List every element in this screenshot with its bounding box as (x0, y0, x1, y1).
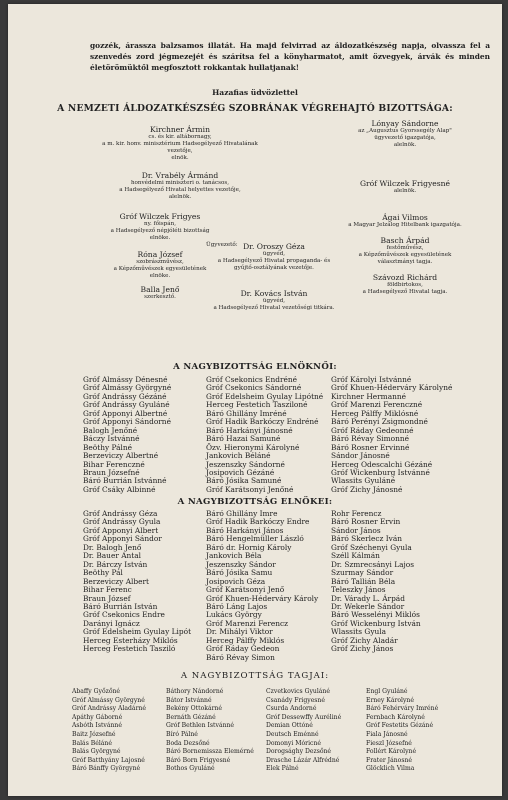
person-role: ny. főispán, a Hadsegélyező népjóléti bizottság elnöke. (110, 220, 210, 241)
list-item: Gróf Ráday Gedeon (206, 644, 280, 654)
list-item: Báró Ghillány Imre (206, 509, 278, 518)
list-item: Teleszky János (331, 585, 386, 595)
list-item: Beöthy Pálné (83, 442, 133, 452)
list-item: Herceg Festetich Tasziloné (206, 400, 308, 410)
list-item: Gróf Edelsheim Gyulay Lipótné (206, 391, 324, 401)
list-item: Báczy Istvánné (83, 434, 140, 444)
list-item: Herceg Festetich Tasziló (83, 644, 176, 654)
list-item: Gróf Marenzi Ferencz (206, 618, 289, 628)
list-item: Dr. Várady L. Árpád (331, 593, 405, 603)
list-item: Josipovich Gézáné (206, 467, 275, 477)
person-title: elnök. (171, 154, 189, 161)
list-item: Herceg Odescalchi Gézáné (331, 459, 433, 469)
list-item: Báró Jósika Samu (206, 568, 273, 578)
person-name: Basch Árpád (380, 236, 430, 245)
names-column (72, 688, 146, 774)
list-item: Dr. Balogh Jenő (83, 542, 142, 552)
list-item: Bothos Gyuláné (166, 765, 215, 773)
person-role: festőművész, a Képzőművészek egyesületének választmányi tagja. (358, 244, 452, 265)
list-item: Báró Révay Simon (206, 652, 275, 662)
document-page (8, 4, 502, 796)
person-wilczek-frigyes (90, 213, 230, 242)
list-item: Kirchner Hermanné (331, 391, 406, 401)
list-item: Báró Jósika Samuné (206, 476, 282, 486)
list-item: Gróf Andrássy Gyuláné (83, 400, 170, 410)
person-name: Gróf Wilczek Frigyes (119, 212, 201, 221)
list-item: Balás Béláné (72, 739, 112, 747)
person-agai (330, 214, 480, 229)
list-item: Gróf Edelsheim Gyulay Lipót (83, 627, 192, 637)
list-item: Gróf Karátsonyi Jenőné (206, 484, 294, 494)
list-item: Gróf Csáky Albinné (83, 484, 156, 494)
names-column (83, 376, 171, 494)
list-item: Báró Hengelmüller László (206, 534, 304, 544)
person-vrabely (100, 172, 260, 201)
names-column (206, 510, 318, 662)
list-item: Follért Károlyné (366, 748, 417, 756)
list-item: Glöcklich Vilma (366, 765, 415, 773)
list-item: Beöthy Pál (83, 568, 123, 578)
list-item: Lukács György (206, 610, 262, 620)
list-item: Fiala Jánosné (366, 730, 408, 738)
list-item: Gróf Marenzi Ferenczné (331, 400, 423, 410)
list-item: Gróf Apponyi Albert (83, 525, 159, 535)
person-role: cs. és kir. altábornagy, a m. kir. honv. minisztérium Hadsegélyező Hivatalának vezetője, (102, 133, 258, 154)
list-item: Gróf Bethlen Istvánné (166, 722, 235, 730)
person-title: alelnök. (393, 187, 417, 194)
names-column (166, 688, 254, 774)
list-item: Csanády Frigyesné (266, 696, 325, 704)
person-name: Dr. Vrabély Ármánd (141, 171, 219, 180)
list-item: Báró Skerlecz Iván (331, 534, 402, 544)
list-item: Sándor János (331, 525, 381, 535)
list-item: Gróf Csekonics Endréné (206, 375, 298, 384)
list-item: Széll Kálmán (331, 551, 380, 561)
person-kovacs (196, 290, 352, 312)
list-item: Dr. Szmrecsányi Lajos (331, 559, 415, 569)
list-item: Gróf Andrássy Aladárné (72, 705, 147, 713)
person-name: Balla Jenő (140, 285, 180, 294)
list-item: Gróf Almássy Györgyné (83, 383, 172, 393)
list-item: Gróf Apponyi Sándor (83, 534, 162, 544)
list-item: Wlassits Gyula (331, 627, 387, 637)
list-item: Gróf Zichy János (331, 644, 394, 654)
list-item: Asbóth Istvánné (72, 722, 122, 730)
list-item: Darányi Ignácz (83, 618, 140, 628)
list-item: Báró Tallián Béla (331, 576, 396, 586)
list-item: Báró Bánffy Györgyné (72, 765, 141, 773)
names-column (266, 688, 341, 774)
person-name: Szávozd Richárd (372, 273, 438, 282)
list-item: Báró Perényi Zsigmondné (331, 417, 428, 427)
list-item: Báró Láng Lajos (206, 601, 268, 611)
list-item: Báró Harkányi Jánosné (206, 425, 293, 435)
list-item: Wlassits Gyuláné (331, 476, 396, 486)
list-item: Báró Bornemissza Elemérné (166, 748, 254, 756)
list-item: Jeszenszky Sándorné (206, 459, 285, 469)
person-role: az „Augusztus Gyorssegély Alap" ügyvezető igazgatója, (358, 127, 452, 141)
list-item: Dr. Wekerle Sándor (331, 601, 405, 611)
list-item: Báró Harkányi János (206, 525, 284, 535)
list-item: Báró Fehérváry Imréné (366, 705, 439, 713)
list-item: Berzeviczy Albert (83, 576, 150, 586)
list-item: Báró Burrián István (83, 601, 158, 611)
names-column (366, 688, 438, 774)
list-item: Gróf Andrássy Géza (83, 509, 158, 518)
list-item: Gróf Dessewffy Auréliné (266, 713, 342, 721)
list-item: Dr. Bárczy István (83, 559, 148, 569)
section-title-elnoknoi: A NAGYBIZOTTSÁG ELNÖKNŐI: (173, 362, 337, 372)
person-lonyay (330, 120, 480, 149)
person-name: Gróf Wilczek Frigyesné (359, 179, 451, 188)
list-item: Gróf Zichy Jánosné (331, 484, 403, 494)
person-name: Dr. Oroszy Géza (243, 242, 305, 251)
person-oroszy (196, 242, 352, 272)
person-szavozd (330, 274, 480, 296)
list-item: Fernbach Károlyné (366, 713, 425, 721)
person-name: Kirchner Ármin (150, 125, 210, 134)
list-item: Bíró Pálné (166, 730, 198, 738)
list-item: Gróf Andrássy Gyula (83, 517, 161, 527)
list-item: Gróf Batthyány Lajosné (72, 756, 145, 764)
list-item: Boda Dezsőné (166, 739, 210, 747)
person-title: alelnök. (168, 193, 192, 200)
list-item: Özv. Hieronymi Károlyné (206, 442, 300, 452)
list-item: Báró Born Frigyesné (166, 756, 231, 764)
list-item: Gróf Almássy Györgyné (72, 696, 145, 704)
committee-title: A NEMZETI ÁLDOZATKÉSZSÉG SZOBRÁNAK VÉGREHAJTÓ BIZOTTSÁGA: (57, 103, 453, 114)
list-item: Dorogsághy Dezsőné (266, 748, 332, 756)
list-item: Herceg Pálffy Miklósné (331, 408, 419, 418)
list-item: Rohr Ferencz (331, 509, 382, 518)
list-item: Drasche Lázár Alfrédné (266, 756, 340, 764)
list-item: Gróf Festetits Gézáné (366, 722, 434, 730)
list-item: Báró Wesselényi Miklós (331, 610, 420, 620)
list-item: Jankovich Béla (206, 551, 262, 561)
list-item: Bihar Ferenczné (83, 459, 145, 469)
list-item: Gróf Wickenburg István (331, 618, 421, 628)
list-item: Gróf Csekonics Sándorné (206, 383, 302, 393)
list-item: Gróf Károlyi Istvánné (331, 375, 412, 384)
names-column (206, 376, 323, 494)
list-item: Báró Rosner Ervinné (331, 442, 410, 452)
list-item: Gróf Apponyi Sándorné (83, 417, 171, 427)
names-column (331, 376, 452, 494)
section-title-tagjai: A NAGYBIZOTTSÁG TAGJAI: (180, 671, 330, 681)
list-item: Báró dr. Hornig Károly (206, 542, 292, 552)
greeting: Hazafias üdvözlettel (212, 88, 298, 97)
person-role: szerkesztő. (144, 293, 176, 300)
person-basch (330, 237, 480, 266)
list-item: Fieszl Józsefné (366, 739, 412, 747)
list-item: Gróf Khuen-Héderváry Károly (206, 593, 319, 603)
list-item: Gróf Zichy Aladár (331, 635, 398, 645)
person-label: Ügyvezető: (206, 242, 238, 248)
list-item: Báró Burrián Istvánné (83, 476, 167, 486)
list-item: Bekény Ottokárné (166, 705, 223, 713)
list-item: Sándor Jánosné (331, 451, 390, 461)
person-role: ügyvéd, a Hadsegélyező Hivatal propaganda- és gyűjtő-osztályának vezetője. (217, 250, 331, 271)
list-item: Herceg Pálffy Miklós (206, 635, 285, 645)
list-item: Báró Révay Simonné (331, 434, 409, 444)
list-item: Braun Józsefné (83, 467, 140, 477)
list-item: Gróf Ráday Gedeonné (331, 425, 414, 435)
person-kirchner (100, 126, 260, 162)
list-item: Gróf Wickenburg Istvánné (331, 467, 430, 477)
list-item: Abaffy Győzőné (72, 688, 121, 695)
list-item: Gróf Hadik Barkóczy Endréné (206, 417, 319, 427)
person-role: ügyvéd, a Hadsegélyező Hivatal vezetőségi titkára. (213, 297, 335, 311)
list-item: Demian Ottóné (266, 722, 313, 730)
person-role: földbirtokos, a Hadsegélyező Hivatal tagja. (362, 281, 448, 295)
list-item: Bernáth Gézáné (166, 713, 216, 721)
list-item: Braun József (83, 593, 131, 603)
list-item: Báró Hazai Samuné (206, 434, 281, 444)
person-name: Lónyay Sándorne (371, 119, 439, 128)
section-title-elnokei: A NAGYBIZOTTSÁG ELNÖKEI: (177, 497, 333, 507)
list-item: Gróf Csekonics Endre (83, 610, 165, 620)
person-wilczek-frigyesne (330, 180, 480, 195)
list-item: Erney Károlyné (366, 696, 414, 704)
list-item: Dr. Bauer Antal (83, 551, 142, 561)
list-item: Elek Pálné (266, 765, 299, 773)
list-item: Báthory Nándorné (166, 688, 224, 695)
person-role: a Magyar Jelzálog Hitelbank igazgatója. (348, 221, 462, 228)
list-item: Czvetkovics Gyuláné (266, 688, 330, 695)
list-item: Gróf Hadik Barkóczy Endre (206, 517, 310, 527)
list-item: Gróf Almássy Dénesné (83, 375, 168, 384)
list-item: Gróf Széchenyi Gyula (331, 542, 412, 552)
list-item: Bihar Ferenc (83, 585, 132, 595)
list-item: Gróf Khuen-Héderváry Károlyné (331, 383, 453, 393)
list-item: Jeszenszky Sándor (206, 559, 276, 569)
person-name: Róna József (137, 250, 183, 259)
list-item: Jankovich Béláné (206, 451, 271, 461)
list-item: Berzeviczy Albertné (83, 451, 159, 461)
list-item: Deutsch Eménné (266, 730, 319, 738)
list-item: Gróf Andrássy Gézáné (83, 391, 167, 401)
list-item: Frater Jánosné (366, 756, 413, 764)
list-item: Gróf Karátsonyi Jenő (206, 585, 285, 595)
list-item: Balás Györgyné (72, 748, 121, 756)
list-item: Bátor Istvánné (166, 696, 212, 704)
list-item: Balogh Jenőné (83, 425, 138, 435)
list-item: Báró Ghillány Imréné (206, 408, 287, 418)
person-role: szobrászművész, a Képzőművészek egyesületének elnöke. (113, 258, 207, 279)
person-title: alelnök. (393, 141, 417, 148)
list-item: Domonyi Móricné (266, 739, 321, 747)
list-item: Gróf Apponyi Albertné (83, 408, 168, 418)
person-name: Ágai Vilmos (382, 213, 428, 222)
list-item: Dr. Mihályi Viktor (206, 627, 273, 637)
list-item: Herceg Esterházy Miklós (83, 635, 178, 645)
list-item: Báró Rosner Ervin (331, 517, 401, 527)
person-name: Dr. Kovács István (240, 289, 308, 298)
list-item: Csurda Andorné (266, 705, 317, 713)
names-column (331, 510, 421, 654)
list-item: Apáthy Gáborné (72, 713, 123, 721)
list-item: Josipovich Géza (206, 576, 266, 586)
intro-paragraph: gozzék, árassza balzsamos illatát. Ha majd felvirrad az áldozatkészség napja, olvassza fel a szenvedés zord jégmezejét és szárítsa fel a könyharmatot, amit özvegyek, árvák és minden életörömüktől megfosztott rokkantak hullatjanak! (90, 41, 490, 72)
list-item: Baitz Józsefné (72, 730, 116, 738)
names-column (83, 510, 191, 654)
person-role: honvédelmi miniszteri o. tanácsos, a Hadsegélyező Hivatal helyettes vezetője, (119, 179, 241, 193)
list-item: Engl Gyuláné (366, 688, 408, 695)
list-item: Szurmay Sándor (331, 568, 394, 578)
